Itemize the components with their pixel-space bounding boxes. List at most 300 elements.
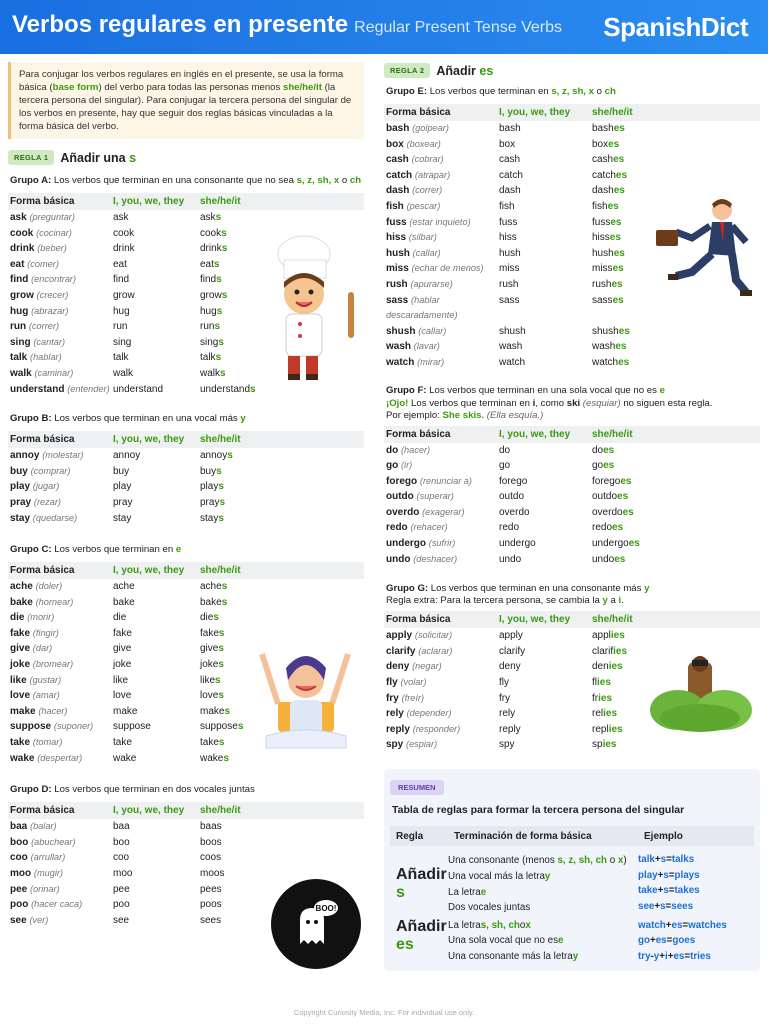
example-text: Por ejemplo: — [386, 409, 443, 421]
verb-ending: s — [237, 721, 244, 733]
verb-form-third — [200, 319, 280, 335]
table-group-f — [384, 426, 760, 568]
example-part: + — [665, 919, 672, 931]
verb-ending: es — [613, 185, 625, 197]
verb-base: stay — [10, 512, 31, 524]
verb-cell — [10, 673, 113, 689]
ending-highlight: x — [525, 919, 531, 931]
ghost-illustration — [270, 878, 362, 970]
verb-ending: es — [622, 506, 634, 518]
stretching-woman-illustration — [252, 640, 360, 752]
table-row — [384, 628, 760, 644]
verb-translation: (hornear) — [35, 596, 74, 607]
verb-form-third — [592, 458, 672, 474]
verb-cell — [10, 335, 113, 351]
ending-highlight: y — [544, 871, 551, 882]
table-row — [8, 850, 364, 866]
verb-cell — [386, 443, 499, 459]
ending-highlight: s, sh, ch — [480, 919, 520, 931]
verb-form-plain: hiss — [499, 232, 517, 244]
example-part: go — [638, 935, 650, 947]
verb-base: boo — [10, 836, 29, 848]
group-desc-text: Los verbos que terminan en una vocal más — [51, 413, 241, 425]
verb-base: watch — [386, 356, 415, 368]
verb-stem: go — [592, 460, 604, 472]
table-row — [384, 168, 760, 184]
verb-form-plain: pee — [113, 883, 130, 895]
ending-highlight: y — [572, 950, 579, 962]
table-row — [384, 443, 760, 459]
example-sentence: She skis. — [442, 409, 485, 421]
verb-base: miss — [386, 263, 409, 275]
verb-ending: es — [620, 475, 632, 487]
verb-ending: es — [618, 356, 630, 368]
verb-form-third — [592, 324, 672, 340]
example-part: s — [660, 854, 667, 865]
ending-text: Una consonante más la letra — [448, 950, 573, 962]
verb-stem: sing — [200, 336, 219, 348]
verb-cell — [10, 735, 113, 751]
verb-translation: (mugir) — [33, 868, 63, 878]
group-desc-text: Los verbos que terminan en — [51, 544, 176, 556]
verb-form-plain: hug — [113, 305, 130, 317]
verb-base: die — [10, 612, 25, 624]
verb-form-plain: box — [499, 138, 516, 150]
table-row — [8, 751, 364, 767]
verb-form-plain: boo — [113, 836, 130, 848]
verb-form-third — [592, 168, 672, 184]
verb-translation: (abuchear) — [31, 836, 76, 847]
header-bar — [0, 0, 768, 54]
example-part: + — [659, 950, 665, 962]
example-part: = — [682, 919, 689, 931]
verb-form-plain: moo — [113, 868, 133, 879]
verb-form-third — [200, 882, 280, 898]
verb-form-plain: make — [113, 705, 138, 717]
verb-base: fish — [386, 200, 404, 212]
verb-cell — [10, 719, 113, 735]
rule-ending: s — [129, 150, 137, 165]
verb-cell — [386, 659, 499, 675]
verb-form-plain: spy — [499, 739, 515, 751]
verb-translation: (cantar) — [33, 336, 65, 347]
verb-stem: take — [200, 737, 219, 749]
verb-translation: (jugar) — [32, 481, 60, 492]
verb-translation: (dar) — [32, 643, 53, 654]
verb-translation: (ver) — [29, 914, 49, 925]
verb-translation: (correr) — [28, 321, 60, 332]
col-header-i-you-we-they: I, you, we, they — [499, 428, 571, 440]
table-row — [384, 489, 760, 505]
intro-part: ) del verbo para todas las personas menos — [98, 82, 283, 93]
col-header-she-he-it: she/he/it — [592, 428, 633, 440]
verb-translation: (cobrar) — [411, 154, 444, 165]
verb-cell — [386, 261, 499, 277]
group-b-desc — [10, 413, 364, 425]
example-part: s — [660, 900, 666, 912]
summary-group-es — [390, 918, 754, 965]
verb-form-plain: talk — [113, 352, 129, 364]
verb-cell — [10, 866, 113, 882]
verb-form-plain: suppose — [113, 721, 151, 733]
verb-cell — [10, 897, 113, 913]
verb-form-plain: die — [113, 612, 127, 624]
group-a-desc — [10, 175, 364, 187]
verb-form-plain: fish — [499, 200, 515, 212]
group-highlight: y — [240, 413, 246, 425]
verb-form-third — [200, 448, 280, 464]
verb-translation: (correr) — [412, 185, 443, 196]
verb-stem: baas — [200, 821, 222, 833]
verb-cell — [10, 210, 113, 226]
verb-ending: s — [220, 367, 226, 379]
verb-stem: boos — [200, 836, 222, 848]
verb-form-plain: understand — [113, 383, 164, 395]
summary-example — [638, 852, 700, 868]
verb-base: make — [10, 705, 36, 717]
verb-base: dash — [386, 185, 410, 197]
verb-cell — [386, 722, 499, 738]
verb-translation: (volar) — [400, 677, 427, 688]
verb-ending: ies — [613, 645, 628, 657]
summary-rule-s — [390, 852, 448, 916]
verb-base: give — [10, 643, 31, 655]
group-g-desc — [386, 583, 760, 595]
group-desc-text: Los verbos que terminan en dos vocales juntas — [51, 784, 255, 796]
verb-translation: (solicitar) — [414, 630, 453, 641]
group-desc-text: Los verbos que terminan en una consonante que no sea — [51, 175, 297, 186]
verb-form-plain: drink — [113, 243, 135, 255]
verb-form-third — [200, 511, 280, 527]
verb-ending: es — [618, 325, 630, 337]
verb-base: understand — [10, 383, 65, 395]
verb-form-plain: bash — [499, 123, 521, 134]
verb-base: bake — [10, 596, 33, 608]
verb-form-plain: ache — [113, 581, 135, 593]
warning-letter: i — [532, 397, 536, 409]
example-part: - — [650, 950, 654, 962]
col-header-she-he-it: she/he/it — [592, 107, 633, 118]
example-part: + — [657, 869, 664, 881]
verb-stem: undo — [592, 553, 615, 565]
summary-group-s — [390, 852, 754, 916]
verb-stem: box — [592, 138, 609, 150]
example-part: es — [655, 935, 667, 947]
table-row — [384, 737, 760, 753]
verb-stem: hug — [200, 305, 217, 317]
verb-ending: ies — [597, 677, 611, 689]
verb-form-third — [200, 579, 280, 595]
verb-cell — [386, 628, 499, 644]
table-header — [384, 104, 760, 121]
verb-form-third — [592, 137, 672, 153]
verb-stem: rush — [592, 278, 612, 290]
summary-examples-s — [638, 852, 700, 916]
verb-form-third — [200, 897, 280, 913]
summary-example — [638, 883, 700, 899]
group-desc-text: Los verbos que terminan en — [427, 86, 552, 97]
verb-cell — [386, 691, 499, 707]
verb-translation: (espiar) — [406, 739, 438, 750]
verb-form-third — [200, 382, 280, 398]
verb-base: rush — [386, 278, 408, 290]
group-label: Grupo F: — [386, 384, 427, 396]
verb-cell — [386, 324, 499, 340]
table-row — [8, 835, 364, 851]
verb-form-third — [592, 628, 672, 644]
verb-cell — [386, 215, 499, 231]
verb-form-plain: like — [113, 674, 129, 686]
col-header-i-you-we-they: I, you, we, they — [113, 434, 185, 446]
verb-base: talk — [10, 352, 28, 364]
example-part: = — [665, 900, 672, 912]
verb-ending: es — [615, 169, 628, 181]
ending-highlight: e — [480, 886, 487, 898]
verb-stem: shush — [592, 325, 619, 337]
verb-translation: (hacer) — [38, 705, 68, 716]
verb-form-plain: eat — [113, 258, 127, 270]
example-part: sees — [671, 900, 694, 912]
verb-ending: s — [215, 352, 222, 364]
verb-stem: joke — [200, 659, 219, 671]
verb-ending: es — [610, 216, 622, 228]
table-row — [384, 137, 760, 153]
verb-cell — [10, 226, 113, 242]
group-c-desc — [10, 544, 364, 556]
verb-ending: s — [221, 289, 228, 301]
verb-cell — [10, 579, 113, 595]
summary-example — [638, 933, 727, 949]
verb-base: fuss — [386, 216, 407, 228]
verb-ending: s — [215, 674, 221, 686]
verb-base: apply — [386, 630, 413, 642]
group-highlight: y — [644, 583, 650, 595]
verb-form-third — [200, 751, 280, 767]
boo-text: BOO! — [315, 904, 337, 913]
verb-stem: cash — [592, 154, 614, 166]
verb-translation: (apurarse) — [410, 278, 453, 289]
col-header-base: Forma básica — [10, 434, 75, 446]
col-header-base: Forma básica — [10, 196, 75, 207]
table-row — [384, 474, 760, 490]
example-part: + — [654, 854, 661, 865]
verb-base: rely — [386, 708, 404, 720]
verb-form-third — [200, 226, 280, 242]
verb-base: see — [10, 914, 27, 926]
verb-ending: es — [628, 538, 640, 550]
verb-form-third — [200, 913, 280, 929]
verb-translation: (estar inquieto) — [409, 216, 471, 227]
verb-translation: (gustar) — [29, 674, 62, 685]
group-e-desc — [386, 86, 760, 98]
verb-ending: es — [612, 294, 624, 306]
verb-stem: poos — [200, 899, 222, 911]
verb-cell — [386, 737, 499, 753]
verb-cell — [386, 121, 499, 137]
verb-cell — [10, 626, 113, 642]
verb-stem: rel — [592, 708, 604, 720]
table-header — [8, 193, 364, 210]
verb-translation: (pescar) — [406, 200, 441, 211]
ending-highlight: e — [558, 935, 564, 947]
verb-form-plain: undo — [499, 553, 522, 565]
verb-stem: dash — [592, 185, 614, 197]
example-part: es — [671, 919, 683, 931]
verb-base: play — [10, 481, 31, 493]
verb-base: bash — [386, 123, 410, 134]
verb-form-third — [200, 272, 280, 288]
verb-stem: buy — [200, 465, 217, 477]
verb-stem: stay — [200, 512, 219, 524]
ending-highlight: s, z, sh, ch — [557, 855, 608, 866]
verb-form-plain: rush — [499, 278, 519, 290]
verb-form-third — [200, 366, 280, 382]
verb-ending: s — [218, 643, 224, 655]
verb-base: grow — [10, 289, 34, 301]
example-part: take — [638, 885, 658, 897]
verb-translation: (quedarse) — [32, 512, 78, 523]
verb-cell — [386, 246, 499, 262]
verb-form-third — [200, 241, 280, 257]
verb-cell — [10, 610, 113, 626]
table-row — [8, 511, 364, 527]
extra-rule-text: . — [621, 595, 624, 607]
ending-text: La letra — [448, 886, 481, 898]
verb-cell — [10, 751, 113, 767]
verb-base: walk — [10, 367, 32, 379]
verb-ending: s — [216, 274, 222, 286]
verb-translation: (aclarar) — [418, 645, 453, 656]
verb-form-plain: clarify — [499, 645, 526, 657]
warning-translation: (esquiar) — [580, 397, 621, 409]
table-row — [8, 610, 364, 626]
verb-stem: fake — [200, 627, 219, 639]
verb-translation: (doler) — [35, 581, 63, 592]
example-part: i — [664, 950, 668, 962]
group-label: Grupo A: — [10, 175, 52, 186]
verb-stem: annoy — [200, 450, 228, 462]
col-header-she-he-it: she/he/it — [200, 805, 241, 817]
verb-form-plain: undergo — [499, 538, 536, 550]
verb-form-third — [592, 339, 672, 355]
verb-stem: clarif — [592, 645, 614, 657]
extra-rule-text: Regla extra: Para la tercera persona, se cambia la — [386, 595, 603, 607]
verb-translation: (comprar) — [30, 465, 71, 476]
verb-form-plain: fuss — [499, 216, 518, 228]
verb-base: take — [10, 737, 31, 749]
verb-cell — [386, 230, 499, 246]
group-d-desc — [10, 784, 364, 796]
verb-cell — [386, 675, 499, 691]
verb-base: pray — [10, 496, 32, 508]
verb-stem: forego — [592, 475, 621, 487]
col-header-base: Forma básica — [386, 614, 451, 626]
verb-ending: es — [607, 200, 619, 212]
table-row — [384, 505, 760, 521]
verb-form-plain: walk — [113, 367, 134, 379]
example-part: talks — [671, 854, 695, 865]
col-header-she-he-it: she/he/it — [592, 614, 633, 626]
verb-form-plain: pray — [113, 496, 133, 508]
verb-base: box — [386, 138, 404, 150]
summary-ending-row — [448, 900, 638, 916]
verb-stem: make — [200, 705, 225, 717]
verb-form-third — [592, 121, 672, 137]
summary-pill: RESUMEN — [390, 780, 444, 795]
table-row — [8, 210, 364, 226]
verb-form-plain: outdo — [499, 491, 525, 503]
example-part: + — [649, 935, 656, 947]
verb-base: fly — [386, 677, 398, 689]
verb-stem: fl — [592, 677, 597, 689]
verb-base: drink — [10, 243, 35, 255]
verb-cell — [386, 489, 499, 505]
verb-translation: (superar) — [416, 491, 454, 502]
rule-1-title — [60, 151, 136, 165]
verb-form-plain: redo — [499, 522, 520, 534]
verb-cell — [386, 137, 499, 153]
verb-cell — [10, 704, 113, 720]
verb-translation: (abrazar) — [31, 305, 69, 316]
verb-form-plain: wake — [113, 752, 137, 764]
verb-translation: (hacer) — [401, 444, 431, 455]
verb-translation: (tomar) — [32, 737, 63, 748]
example-part: takes — [674, 885, 700, 897]
example-part: plays — [674, 869, 700, 881]
group-highlight: e — [175, 544, 182, 556]
verb-stem: hush — [592, 247, 614, 259]
table-row — [8, 495, 364, 511]
verb-stem: watch — [592, 356, 619, 368]
verb-form-plain: cash — [499, 154, 521, 166]
verb-base: shush — [386, 325, 416, 337]
verb-stem: wash — [592, 341, 616, 353]
verb-cell — [386, 520, 499, 536]
group-desc-text: Los verbos que terminan en una consonante más — [428, 583, 645, 595]
verb-cell — [10, 819, 113, 835]
verb-form-third — [592, 474, 672, 490]
verb-ending: s — [227, 450, 233, 462]
verb-cell — [386, 152, 499, 168]
verb-base: wash — [386, 341, 412, 353]
verb-cell — [386, 552, 499, 568]
verb-form-third — [200, 335, 280, 351]
spanishdict-logo[interactable]: SpanishDict — [603, 12, 748, 42]
verb-form-plain: catch — [499, 169, 523, 181]
verb-base: hug — [10, 305, 29, 317]
verb-translation: (comer) — [27, 258, 59, 269]
verb-form-third — [200, 257, 280, 273]
verb-ending: s — [213, 612, 219, 624]
ending-text: La letra — [448, 919, 481, 931]
intro-text — [8, 62, 364, 139]
verb-form-plain: play — [113, 481, 132, 493]
verb-stem: den — [592, 661, 609, 673]
verb-base: wake — [10, 752, 35, 764]
example-part: y — [653, 950, 660, 962]
verb-form-plain: apply — [499, 630, 523, 642]
table-row — [384, 339, 760, 355]
verb-ending: es — [617, 491, 629, 503]
group-highlight: e — [659, 384, 665, 396]
verb-form-plain: bake — [113, 596, 135, 608]
group-highlight: ch — [349, 175, 362, 186]
warning-text: Los verbos que terminan en — [408, 397, 533, 409]
col-header-base: Forma básica — [10, 565, 75, 577]
verb-stem: fish — [592, 200, 608, 212]
verb-translation: (suponer) — [53, 721, 94, 732]
verb-form-plain: shush — [499, 325, 526, 337]
